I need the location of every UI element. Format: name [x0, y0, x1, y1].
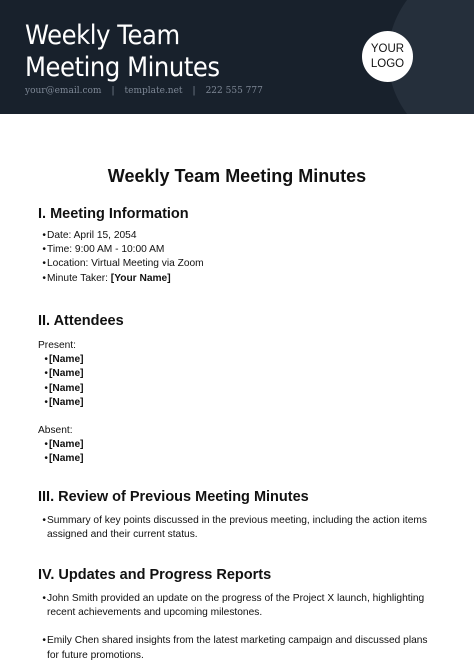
contact-info — [25, 86, 263, 96]
minute-taker-value: [Your Name] — [110, 272, 171, 284]
section-heading: IV. Updates and Progress Reports — [38, 567, 272, 583]
absentee-item — [38, 438, 428, 452]
list-item — [38, 592, 448, 620]
bullet-icon: • — [42, 244, 46, 256]
attendee-name: [Name] — [49, 382, 84, 394]
logo-line-1: YOUR — [370, 42, 405, 55]
section-updates-progress — [38, 567, 448, 663]
list-item — [38, 229, 428, 243]
bullet-icon: • — [44, 439, 48, 451]
bullet-icon: • — [42, 593, 46, 604]
attendee-item — [38, 353, 428, 367]
bullet-icon: • — [42, 272, 46, 284]
section-heading: III. Review of Previous Meeting Minutes — [38, 489, 309, 505]
list-item — [38, 257, 428, 271]
bullet-icon: • — [42, 230, 46, 241]
text-line: Summary of key points discussed in the previous meeting, including the action items — [47, 515, 427, 526]
attendee-name: [Name] — [49, 354, 84, 366]
bullet-icon: • — [44, 368, 48, 380]
list-item — [38, 634, 448, 662]
header-title-line-2: Meeting Minutes — [25, 52, 220, 83]
separator: | — [111, 86, 115, 96]
absentee-name: [Name] — [49, 453, 84, 465]
attendee-item — [38, 382, 428, 396]
absentee-name: [Name] — [49, 439, 84, 451]
contact-phone: 222 555 777 — [205, 86, 263, 96]
list-item — [38, 243, 428, 257]
contact-website[interactable]: template.net — [124, 86, 183, 96]
bullet-icon: • — [42, 635, 46, 647]
section-previous-minutes — [38, 489, 448, 542]
meeting-date: Date: April 15, 2054 — [47, 230, 137, 241]
meeting-location: Location: Virtual Meeting via Zoom — [47, 258, 204, 270]
logo-placeholder — [362, 31, 413, 82]
attendee-item — [38, 367, 428, 381]
text-line: John Smith provided an update on the progress of the Project X launch, highlighting — [47, 593, 425, 604]
text-line: for future promotions. — [47, 649, 144, 661]
bullet-icon: • — [44, 396, 48, 408]
contact-email[interactable]: your@email.com — [25, 86, 102, 96]
text-line: assigned and their current status. — [47, 529, 198, 541]
section-meeting-information — [38, 206, 428, 286]
attendee-name: [Name] — [49, 368, 84, 380]
absent-label: Absent: — [38, 425, 73, 437]
absentee-item — [38, 452, 428, 466]
bullet-icon: • — [44, 354, 48, 366]
bullet-icon: • — [42, 258, 46, 270]
text-line: recent achievements and upcoming milestones. — [47, 607, 263, 619]
list-item-text — [47, 592, 424, 620]
text-line: Emily Chen shared insights from the latest marketing campaign and discussed plans — [47, 635, 428, 647]
list-item-text — [47, 634, 428, 662]
separator: | — [192, 86, 196, 96]
logo-line-2: LOGO — [370, 57, 405, 70]
attendee-item — [38, 396, 428, 410]
list-item-text — [47, 514, 427, 542]
section-heading: II. Attendees — [38, 313, 124, 329]
minute-taker-label: Minute Taker: — [47, 272, 111, 284]
bullet-icon: • — [42, 515, 46, 526]
present-label: Present: — [38, 340, 76, 351]
document-title: Weekly Team Meeting Minutes — [107, 166, 367, 186]
header-title-line-1: Weekly Team — [25, 20, 180, 51]
bullet-icon: • — [44, 382, 48, 394]
section-attendees — [38, 313, 428, 467]
bullet-icon: • — [44, 453, 48, 465]
meeting-time: Time: 9:00 AM - 10:00 AM — [47, 244, 165, 256]
list-item — [38, 272, 428, 286]
section-heading: I. Meeting Information — [38, 206, 189, 222]
header-title — [25, 20, 220, 84]
list-item — [38, 514, 448, 542]
header-banner — [0, 0, 474, 114]
attendee-name: [Name] — [49, 396, 84, 408]
